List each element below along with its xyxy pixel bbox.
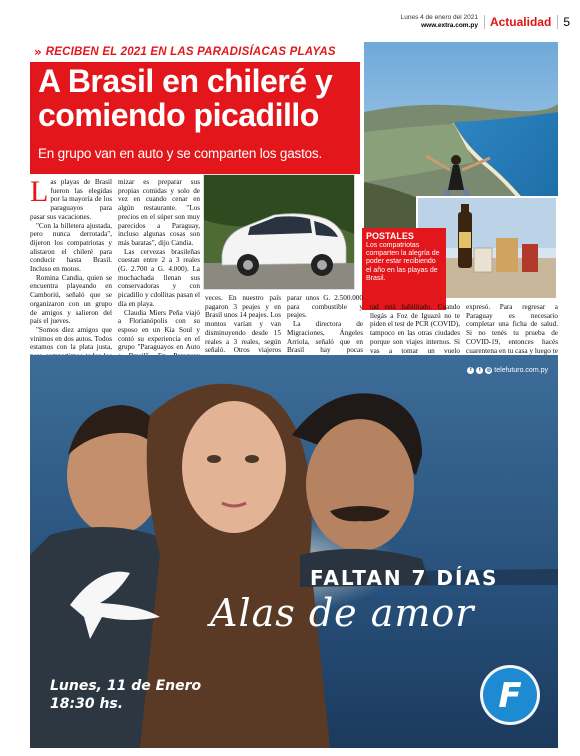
- ad-date-line: Lunes, 11 de Enero: [50, 678, 202, 694]
- instagram-icon: ◎: [486, 367, 491, 373]
- paragraph: Las cervezas brasileñas cuestan entre 2 a 3 reales (G. 2.700 a G. 4.000). La muchachada llenan sus conservadoras y con picadillo y cdollitas pasan el día en playa.: [118, 247, 200, 308]
- paragraph: as playas de Brasil fueron las elegidas por la mayoría de los paraguayos para pasar sus vacaciones.: [30, 178, 112, 221]
- kicker: RECIBEN EL 2021 EN LAS PARADISÍACAS PLAYAS: [45, 46, 336, 58]
- page-number: 5: [557, 15, 570, 29]
- paragraph: mizar es preparar sus propias comidas y solo de vez en cuando cenar en algún restaurante. "Los precios en el súper son muy parecidos a Paraguay, incluso algunas cosas son más baratas", dijo Candia.: [118, 178, 200, 247]
- article-column-1: [30, 175, 112, 378]
- paragraph: "Somos diez amigos que vinimos en dos autos. Todos estamos con la plata justa,: [30, 325, 112, 352]
- drop-cap: L: [30, 175, 49, 208]
- tv-advertisement[interactable]: [30, 355, 558, 748]
- double-chevron-icon: »: [34, 45, 42, 59]
- ad-brand-url[interactable]: telefuturo.com.py: [494, 367, 548, 374]
- paragraph: expresó. Para regresar a Paraguay es necesario completar una ficha de salud. Si no tenés tu prueba de COVID-19, entonces hacés cuarentena en tu casa y luego te: [466, 303, 558, 355]
- page-header: [401, 14, 570, 30]
- headline: A Brasil en chileré y comiendo picadillo: [38, 63, 333, 133]
- photo-caption: [362, 228, 446, 310]
- ad-countdown: FALTAN 7 DÍAS: [310, 566, 499, 590]
- article-column-2: [118, 178, 200, 378]
- paragraph: Romina Candia, quien se encuentra playeando en Camboriú, señaló que se organizaron con un grupo de amigos y salieron del país el jueves.: [30, 273, 112, 326]
- header-url[interactable]: www.extra.com.py: [421, 22, 478, 29]
- paragraph: parar unos G. 2.500.000 para combustible y peajes.: [287, 294, 363, 320]
- telefuturo-logo: F: [498, 676, 522, 716]
- car-photo: [203, 174, 355, 290]
- caption-title: POSTALES: [366, 231, 414, 241]
- header-date: Lunes 4 de enero del 2021: [400, 14, 478, 21]
- deck: En grupo van en auto y se comparten los gastos.: [38, 146, 323, 161]
- header-meta: [401, 14, 478, 30]
- ad-brand[interactable]: [467, 367, 548, 374]
- twitter-icon: t: [476, 367, 483, 374]
- paragraph: veces. En nuestro país pagaron 3 peajes y en Brasil unos 14 peajes. Los montos varían y van disminuyendo desde 15 reales a 3 reales, según señaló. Otros viajeros: [205, 294, 281, 355]
- paragraph: "Con la billetera ajustada, pero nunca derrotada", dijeron los compatriotas y alistaron el chileré para conducir hasta Brasil. Incluso en motos.: [30, 221, 112, 274]
- kicker-bar: [30, 42, 360, 62]
- ad-time-line: 18:30 hs.: [50, 696, 124, 712]
- ad-schedule: [50, 677, 201, 713]
- ad-show-title: Alas de amor: [210, 591, 475, 635]
- section-name: Actualidad: [484, 15, 551, 29]
- caption-text: Los compatriotas comparten la alegría de poder estar recibiendo el año en las playas de Brasil.: [366, 242, 440, 282]
- paragraph: Claudia Miers Peña viajó a Florianópolis con su esposo en un Kia Soul y contó su experiencia en el grupo "Paraguayos en Auto: [118, 308, 200, 352]
- facebook-icon: f: [467, 367, 474, 374]
- paragraph: tad está habilitado. Cuando llegás a Foz de Iguazú no te piden el test de PCR (COVID), tampoco en las otras ciudades porque son viajes internos. Si vas a tomar un vuelo: [370, 303, 460, 355]
- paragraph: La directora de Migraciones, Ángeles Arriola, señaló que en Brasil hay pocas: [287, 320, 363, 355]
